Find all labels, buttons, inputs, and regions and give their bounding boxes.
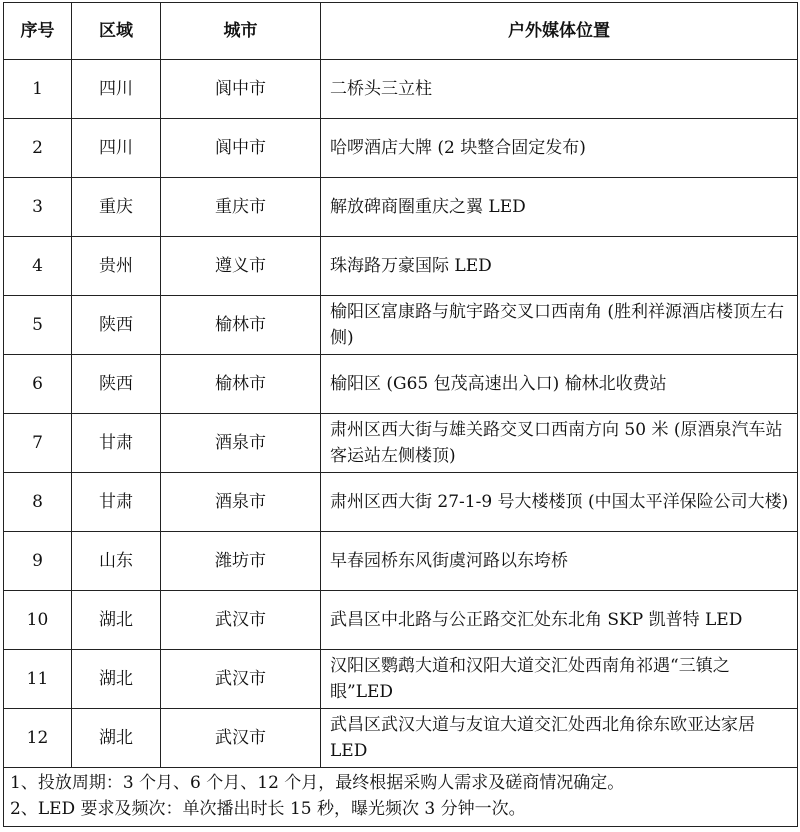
- row-no: 10: [4, 591, 72, 650]
- row-city: 酒泉市: [161, 414, 321, 473]
- row-location: 肃州区西大街与雄关路交叉口西南方向 50 米 (原酒泉汽车站客运站左侧楼顶): [321, 414, 798, 473]
- table-row: [4, 414, 798, 473]
- row-city: 榆林市: [161, 296, 321, 355]
- row-no: 8: [4, 473, 72, 532]
- row-no: 7: [4, 414, 72, 473]
- row-city: 阆中市: [161, 119, 321, 178]
- row-location: 早春园桥东风街虞河路以东垮桥: [321, 532, 798, 591]
- row-city: 榆林市: [161, 355, 321, 414]
- row-region: 四川: [72, 60, 161, 119]
- row-location: 武昌区武汉大道与友谊大道交汇处西北角徐东欧亚达家居 LED: [321, 709, 798, 768]
- row-no: 1: [4, 60, 72, 119]
- row-no: 9: [4, 532, 72, 591]
- row-location: 二桥头三立柱: [321, 60, 798, 119]
- row-region: 甘肃: [72, 473, 161, 532]
- row-city: 重庆市: [161, 178, 321, 237]
- note-line: 2、LED 要求及频次：单次播出时长 15 秒，曝光频次 3 分钟一次。: [10, 799, 526, 819]
- media-location-table: [3, 2, 798, 827]
- notes-cell: [4, 768, 798, 827]
- row-city: 武汉市: [161, 709, 321, 768]
- header-region: 区域: [72, 3, 161, 60]
- table-row: [4, 178, 798, 237]
- row-city: 阆中市: [161, 60, 321, 119]
- row-region: 山东: [72, 532, 161, 591]
- table-row: [4, 119, 798, 178]
- row-region: 贵州: [72, 237, 161, 296]
- table-row: [4, 237, 798, 296]
- row-no: 4: [4, 237, 72, 296]
- row-region: 陕西: [72, 296, 161, 355]
- row-location: 肃州区西大街 27-1-9 号大楼楼顶 (中国太平洋保险公司大楼): [321, 473, 798, 532]
- row-location: 珠海路万豪国际 LED: [321, 237, 798, 296]
- header-city: 城市: [161, 3, 321, 60]
- table-row: [4, 650, 798, 709]
- table-header-row: [4, 3, 798, 60]
- row-city: 酒泉市: [161, 473, 321, 532]
- row-region: 湖北: [72, 591, 161, 650]
- row-location: 汉阳区鹦鹉大道和汉阳大道交汇处西南角祁遇“三镇之眼”LED: [321, 650, 798, 709]
- table-row: [4, 60, 798, 119]
- row-location: 解放碑商圈重庆之翼 LED: [321, 178, 798, 237]
- table-row: [4, 296, 798, 355]
- row-city: 遵义市: [161, 237, 321, 296]
- row-no: 5: [4, 296, 72, 355]
- row-region: 重庆: [72, 178, 161, 237]
- header-no: 序号: [4, 3, 72, 60]
- table-notes-row: [4, 768, 798, 827]
- row-region: 四川: [72, 119, 161, 178]
- note-line: 1、投放周期：3 个月、6 个月、12 个月，最终根据采购人需求及磋商情况确定。: [10, 773, 625, 793]
- row-location: 武昌区中北路与公正路交汇处东北角 SKP 凯普特 LED: [321, 591, 798, 650]
- row-location: 哈啰酒店大牌 (2 块整合固定发布): [321, 119, 798, 178]
- row-region: 甘肃: [72, 414, 161, 473]
- row-location: 榆阳区富康路与航宇路交叉口西南角 (胜利祥源酒店楼顶左右侧): [321, 296, 798, 355]
- row-city: 潍坊市: [161, 532, 321, 591]
- row-city: 武汉市: [161, 650, 321, 709]
- row-no: 2: [4, 119, 72, 178]
- table-row: [4, 591, 798, 650]
- row-city: 武汉市: [161, 591, 321, 650]
- row-region: 陕西: [72, 355, 161, 414]
- row-region: 湖北: [72, 709, 161, 768]
- table-row: [4, 355, 798, 414]
- header-location: 户外媒体位置: [321, 3, 798, 60]
- row-no: 12: [4, 709, 72, 768]
- row-region: 湖北: [72, 650, 161, 709]
- row-no: 3: [4, 178, 72, 237]
- row-no: 6: [4, 355, 72, 414]
- row-no: 11: [4, 650, 72, 709]
- table-row: [4, 473, 798, 532]
- row-location: 榆阳区 (G65 包茂高速出入口) 榆林北收费站: [321, 355, 798, 414]
- table-row: [4, 709, 798, 768]
- table-row: [4, 532, 798, 591]
